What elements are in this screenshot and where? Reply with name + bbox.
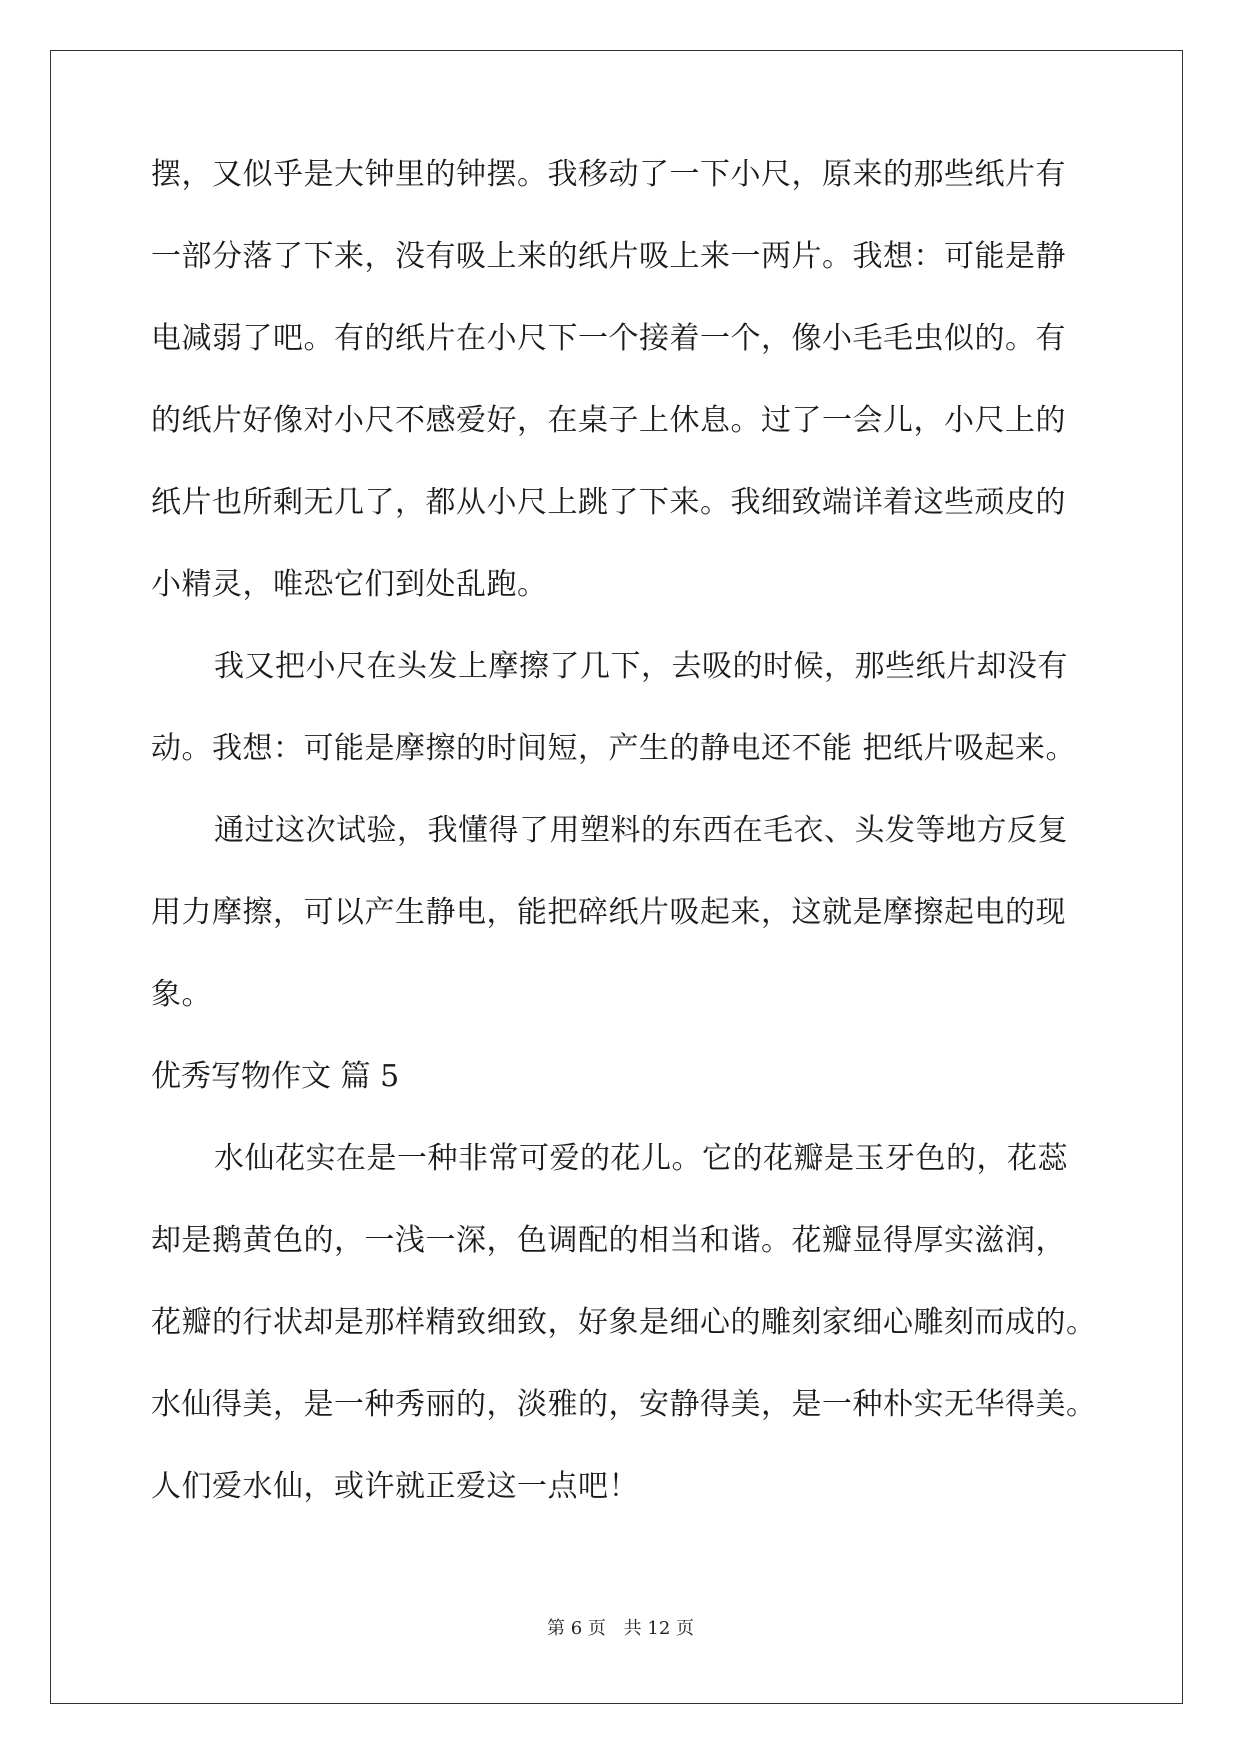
section-heading: 优秀写物作文 篇 5: [151, 1059, 400, 1094]
page-number-total: 共 12 页: [623, 1618, 694, 1639]
text-line: 电减弱了吧。有的纸片在小尺下一个接着一个，像小毛毛虫似的。有: [151, 321, 1066, 356]
page-footer: [0, 1614, 1241, 1640]
text-line: 小精灵，唯恐它们到处乱跑。: [151, 567, 548, 602]
text-line: 动。我想：可能是摩擦的时间短，产生的静电还不能 把纸片吸起来。: [151, 731, 1077, 766]
text-line: 人们爱水仙，或许就正爱这一点吧！: [151, 1469, 639, 1504]
text-line: 象。: [151, 977, 212, 1012]
document-body: [151, 157, 1097, 1554]
text-line: 摆，又似乎是大钟里的钟摆。我移动了一下小尺，原来的那些纸片有: [151, 157, 1066, 192]
page-number-current: 第 6 页: [547, 1618, 606, 1639]
text-line: 纸片也所剩无几了，都从小尺上跳了下来。我细致端详着这些顽皮的: [151, 485, 1066, 520]
text-line: 一部分落了下来，没有吸上来的纸片吸上来一两片。我想：可能是静: [151, 239, 1066, 274]
text-line: 水仙花实在是一种非常可爱的花儿。它的花瓣是玉牙色的，花蕊: [214, 1141, 1068, 1176]
text-line: 花瓣的行状却是那样精致细致，好象是细心的雕刻家细心雕刻而成的。: [151, 1305, 1097, 1340]
text-line: 水仙得美，是一种秀丽的，淡雅的，安静得美，是一种朴实无华得美。: [151, 1387, 1097, 1422]
text-line: 我又把小尺在头发上摩擦了几下，去吸的时候，那些纸片却没有: [214, 649, 1068, 684]
text-line: 通过这次试验，我懂得了用塑料的东西在毛衣、头发等地方反复: [214, 813, 1068, 848]
text-line: 的纸片好像对小尺不感爱好，在桌子上休息。过了一会儿，小尺上的: [151, 403, 1066, 438]
text-line: 用力摩擦，可以产生静电，能把碎纸片吸起来，这就是摩擦起电的现: [151, 895, 1066, 930]
text-line: 却是鹅黄色的，一浅一深，色调配的相当和谐。花瓣显得厚实滋润，: [151, 1223, 1066, 1258]
